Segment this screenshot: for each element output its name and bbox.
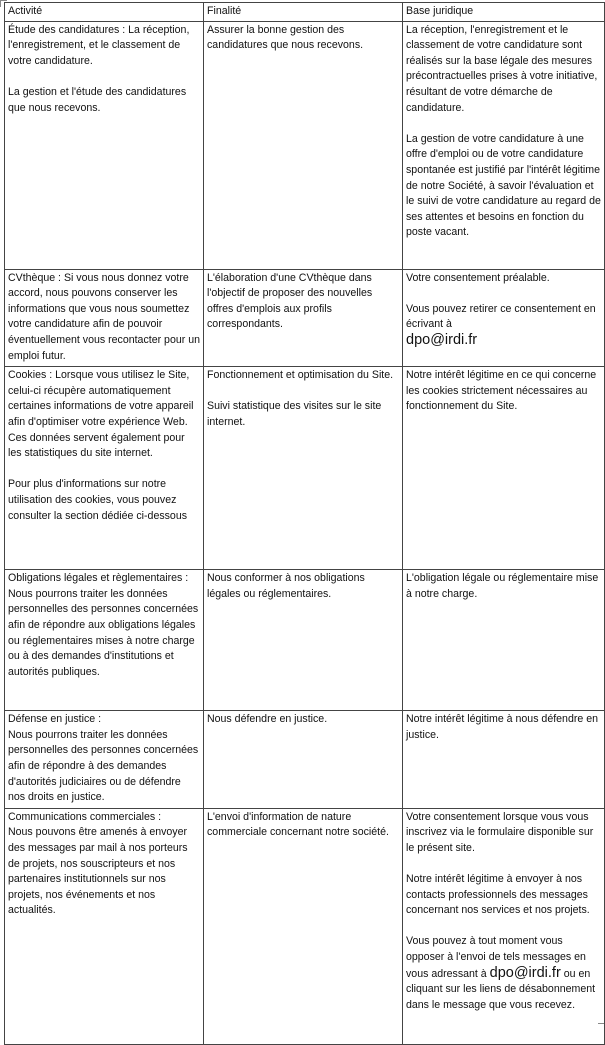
header-base-juridique: Base juridique [403, 3, 605, 22]
cell-base-juridique: Notre intérêt légitime à nous défendre en justice. [403, 711, 605, 809]
table-row [5, 711, 605, 809]
cell-activite: CVthèque : Si vous nous donnez votre accord, nous pouvons conserver les informations que vous nous soumettez votre candidature afin de pouvoir éventuellement vous recontacter pour un emploi futur. [5, 269, 204, 367]
cell-activite: Cookies : Lorsque vous utilisez le Site, celui-ci récupère automatiquement certaines informations de votre appareil afin d'optimiser votre expérience Web. Ces données servent également pour les statistiques du site internet. Pour plus d'informations sur notre utilisation des cookies, vous pouvez consulter la section dédiée ci-dessous [5, 367, 204, 570]
dpo-email-link[interactable]: dpo@irdi.fr [406, 331, 478, 348]
cell-finalite: Nous conformer à nos obligations légales ou réglementaires. [204, 570, 403, 711]
cell-finalite: Assurer la bonne gestion des candidatures que nous recevons. [204, 21, 403, 269]
cell-activite: Étude des candidatures : La réception, l'enregistrement, et le classement de votre candidature. La gestion et l'étude des candidatures que nous recevons. [5, 21, 204, 269]
cell-base-juridique: Votre consentement préalable. Vous pouvez retirer ce consentement en écrivant à dpo@irdi.fr [403, 269, 605, 367]
cell-activite: Obligations légales et règlementaires : Nous pourrons traiter les données personnelles des personnes concernées afin de répondre aux obligations légales ou réglementaires mises à notre charge ou à des demandes d'institutions et autorités publiques. [5, 570, 204, 711]
table-row [5, 367, 605, 570]
header-activite: Activité [5, 3, 204, 22]
cell-activite: Communications commerciales : Nous pouvons être amenés à envoyer des messages par mail à nos porteurs de projets, nos souscripteurs et nos partenaires institutionnels sur nos projets, nos événements et nos actualités. [5, 808, 204, 1044]
cell-base-juridique: Votre consentement lorsque vous vous inscrivez via le formulaire disponible sur le présent site. Notre intérêt légitime à envoyer à nos contacts professionnels des messages concernant nos services et nos projets. Vous pouvez à tout moment vous opposer à l'envoi de tels messages en vous adressant à dpo@irdi.fr ou en cliquant sur les liens de désabonnement dans le message que vous recevez. [403, 808, 605, 1044]
cell-base-juridique: L'obligation légale ou réglementaire mise à notre charge. [403, 570, 605, 711]
header-finalite: Finalité [204, 3, 403, 22]
cell-finalite: Fonctionnement et optimisation du Site. Suivi statistique des visites sur le site internet. [204, 367, 403, 570]
cell-finalite: L'envoi d'information de nature commerciale concernant notre société. [204, 808, 403, 1044]
table-header-row [5, 3, 605, 22]
cell-finalite: Nous défendre en justice. [204, 711, 403, 809]
dpo-email-link[interactable]: dpo@irdi.fr [489, 964, 561, 981]
data-processing-table [4, 2, 605, 1045]
table-row [5, 570, 605, 711]
cell-activite: Défense en justice : Nous pourrons traiter les données personnelles des personnes concernées afin de répondre à des demandes d'autorités judiciaires ou de défendre nos droits en justice. [5, 711, 204, 809]
cell-finalite: L'élaboration d'une CVthèque dans l'objectif de proposer des nouvelles offres d'emplois aux profils correspondants. [204, 269, 403, 367]
cell-base-juridique: La réception, l'enregistrement et le classement de votre candidature sont réalisés sur la base légale des mesures précontractuelles prises à votre initiative, résultant de votre démarche de candidature. La gestion de votre candidature à une offre d'emploi ou de votre candidature spontanée est justifié par l'intérêt légitime de notre Société, à savoir l'évaluation et le suivi de votre candidature au regard de ses attentes et besoins en fonction du poste vacant. [403, 21, 605, 269]
table-row [5, 21, 605, 269]
cell-base-juridique: Notre intérêt légitime en ce qui concerne les cookies strictement nécessaires au fonctionnement du Site. [403, 367, 605, 570]
table-row [5, 269, 605, 367]
table-row [5, 808, 605, 1044]
